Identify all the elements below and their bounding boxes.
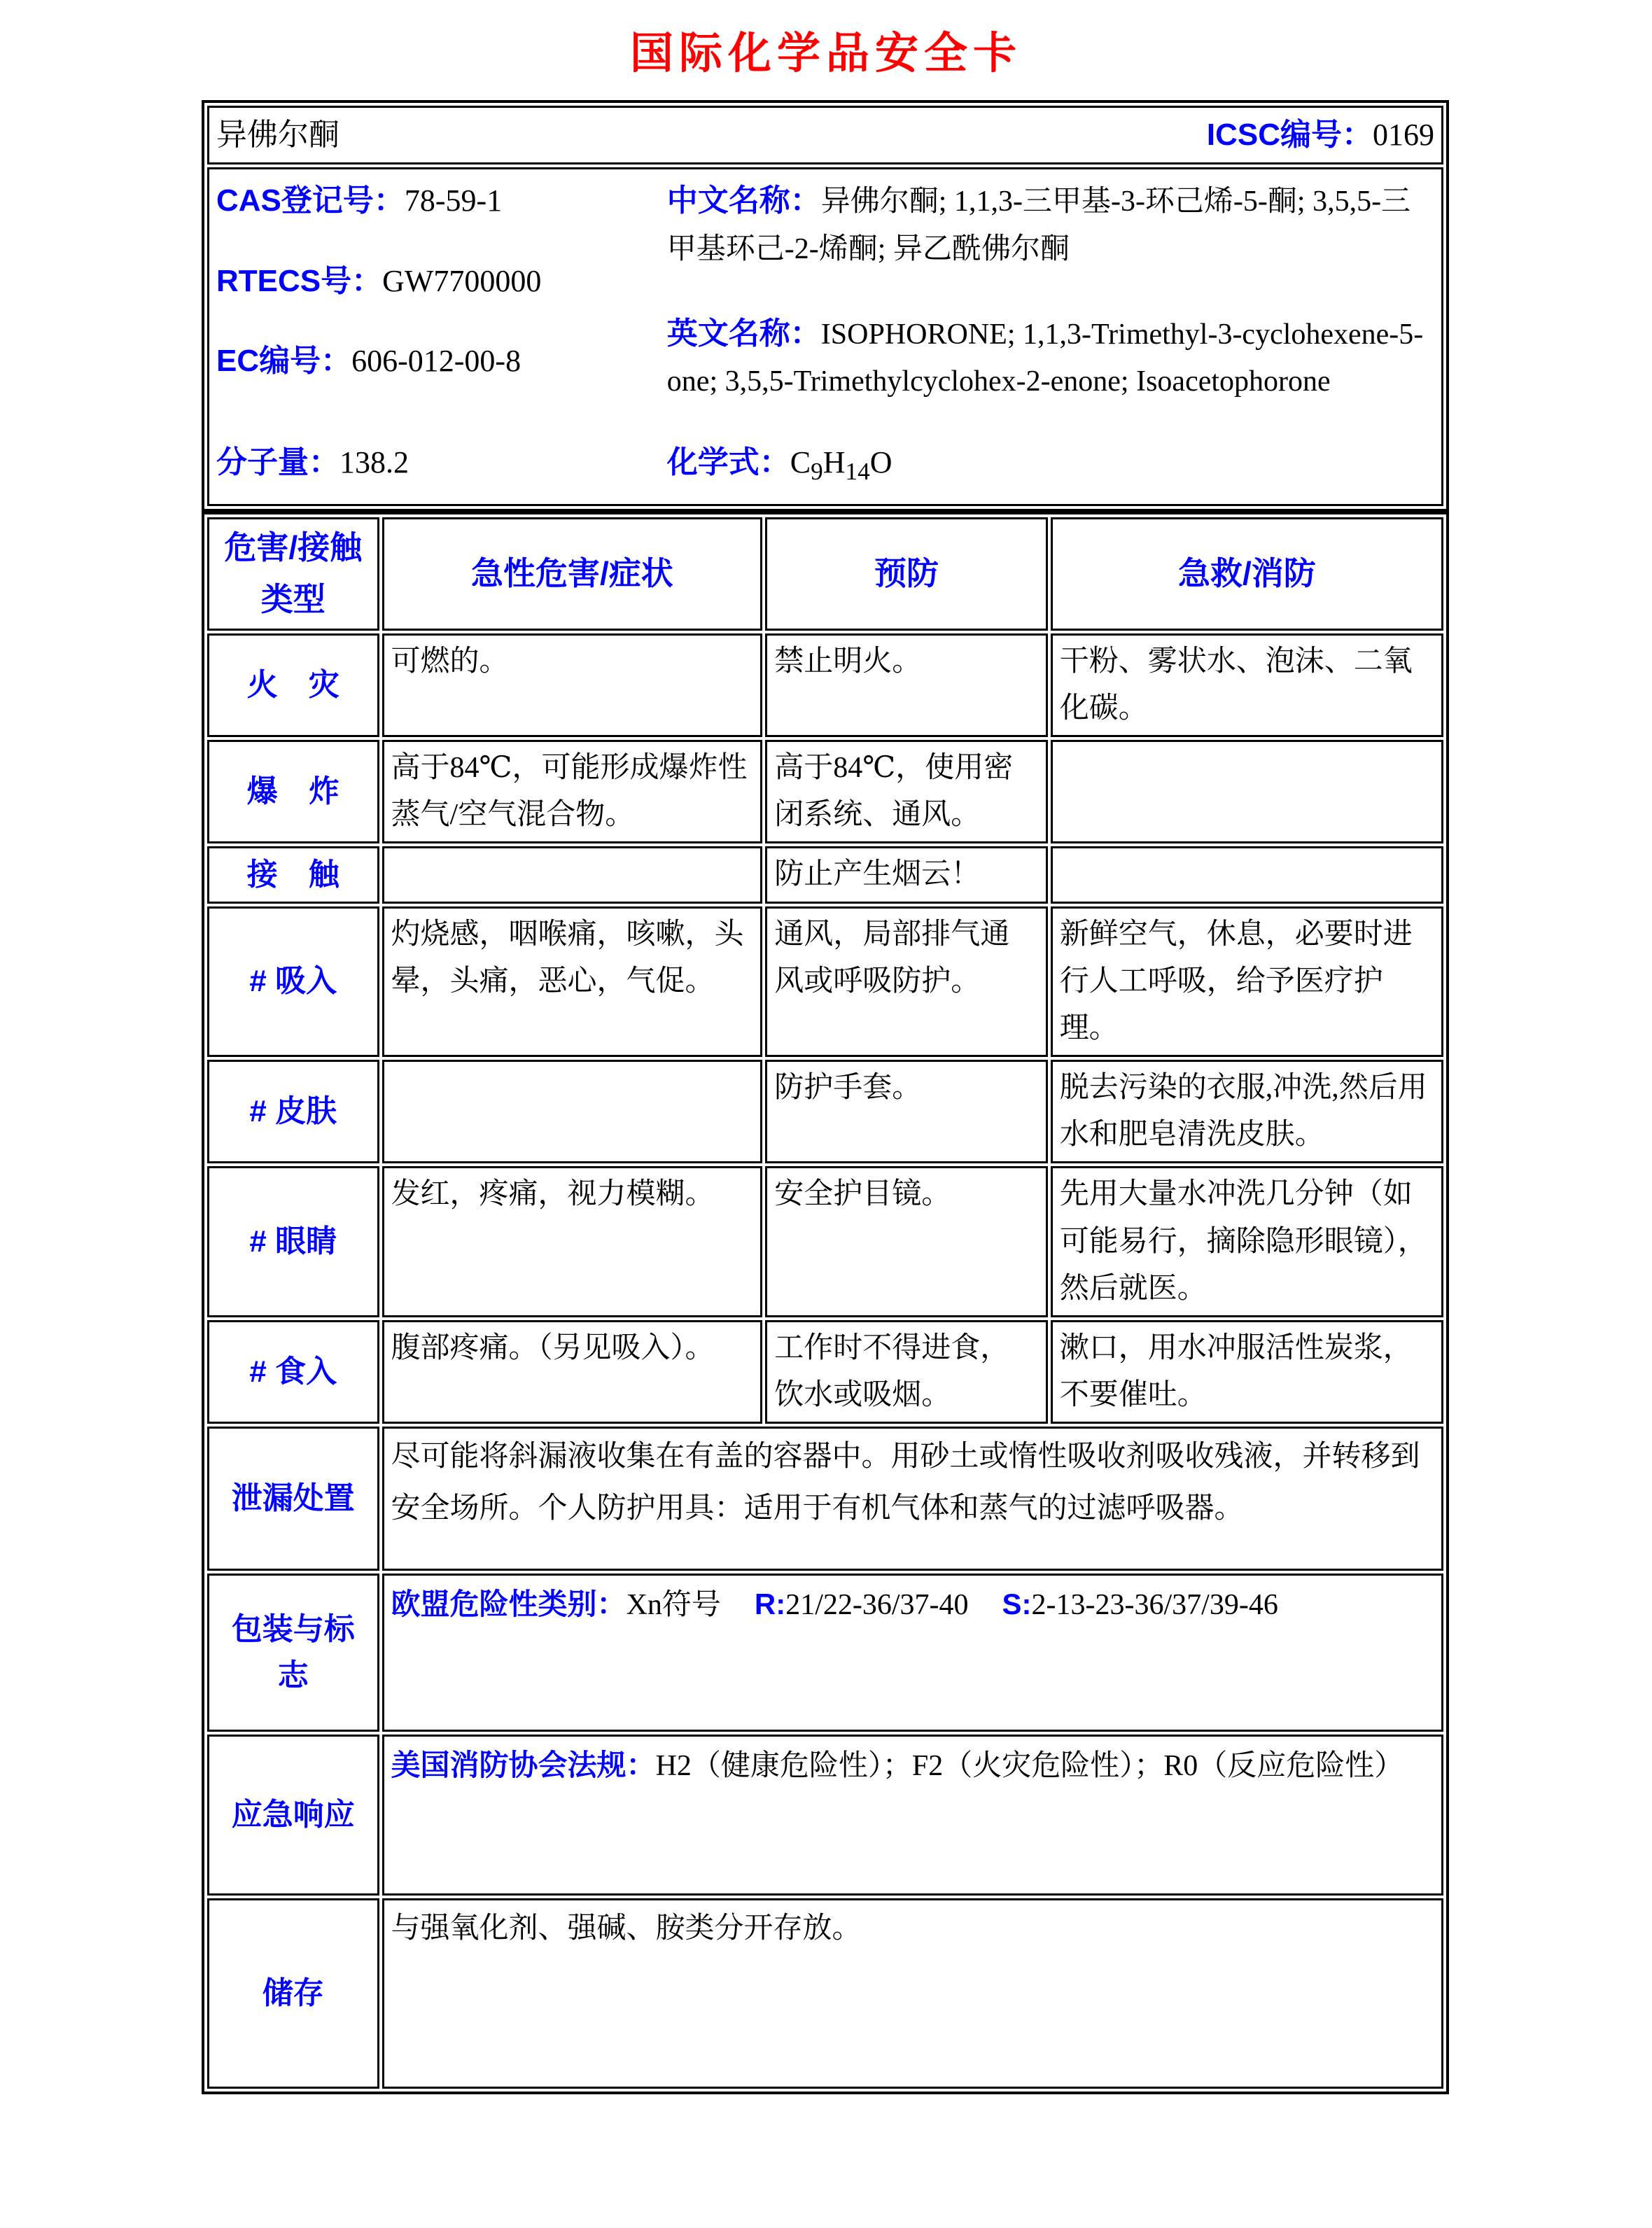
- formula-h: H: [822, 445, 846, 480]
- explosion-response-cell: [1051, 740, 1443, 843]
- identity-table: [202, 100, 1449, 512]
- eyes-symptom-cell: 发红，疼痛，视力模糊。: [382, 1166, 763, 1317]
- rtecs-number-line: [216, 257, 667, 306]
- molecular-weight-group: [216, 438, 667, 491]
- row-ingestion: [207, 1320, 1443, 1424]
- rtecs-number-value: GW7700000: [382, 263, 542, 298]
- ingestion-prevention-cell: 工作时不得进食，饮水或吸烟。: [765, 1320, 1047, 1424]
- chemical-formula-group: [667, 438, 1434, 491]
- skin-prevention-cell: 防护手套。: [765, 1060, 1047, 1163]
- packaging-labelling-label: 包装与标志: [207, 1574, 379, 1732]
- packaging-labelling-content: [382, 1574, 1443, 1732]
- fire-prevention-cell: 禁止明火。: [765, 633, 1047, 737]
- fire-response-cell: 干粉、雾状水、泡沫、二氧化碳。: [1051, 633, 1443, 737]
- english-names-label: 英文名称：: [666, 316, 821, 351]
- row-contact: [207, 846, 1443, 903]
- row-spill-disposal: [207, 1427, 1443, 1571]
- eu-hazard-class-value: Xn符号: [626, 1589, 721, 1622]
- explosion-symptom-cell: 高于84℃，可能形成爆炸性蒸气/空气混合物。: [382, 740, 763, 843]
- row-eyes: [207, 1166, 1443, 1317]
- storage-label: 储存: [207, 1898, 379, 2089]
- cas-number-value: 78-59-1: [404, 183, 503, 218]
- contact-type-label: 接 触: [207, 846, 379, 903]
- s-phrases-value: 2-13-23-36/37/39-46: [1031, 1589, 1278, 1622]
- molecular-info-line: [216, 438, 1434, 496]
- card-container: [202, 100, 1449, 2094]
- row-explosion: [207, 740, 1443, 843]
- contact-prevention-cell: 防止产生烟云！: [765, 846, 1047, 903]
- fire-symptom-cell: 可燃的。: [382, 633, 763, 737]
- skin-response-cell: 脱去污染的衣服,冲洗,然后用水和肥皂清洗皮肤。: [1051, 1060, 1443, 1163]
- eyes-response-cell: 先用大量水冲洗几分钟（如可能易行，摘除隐形眼镜），然后就医。: [1051, 1166, 1443, 1317]
- spill-disposal-label: 泄漏处置: [207, 1427, 379, 1571]
- chinese-names-label: 中文名称：: [666, 183, 821, 218]
- ingestion-response-cell: 漱口，用水冲服活性炭浆，不要催吐。: [1051, 1320, 1443, 1424]
- storage-content: 与强氧化剂、强碱、胺类分开存放。: [382, 1898, 1443, 2089]
- header-acute-symptoms: 急性危害/症状: [382, 517, 763, 630]
- r-phrases-value: 21/22-36/37-40: [785, 1589, 969, 1622]
- nfpa-code-value: H2（健康危险性）；F2（火灾危险性）；R0（反应危险性）: [655, 1750, 1404, 1783]
- contact-symptom-cell: [382, 846, 763, 903]
- formula-c-subscript: 9: [811, 458, 823, 486]
- ingestion-symptom-cell: 腹部疼痛。（另见吸入）。: [382, 1320, 763, 1424]
- chinese-names-value: 异佛尔酮; 1,1,3-三甲基-3-环己烯-5-酮; 3,5,5-三甲基环己-2-烯酮; 异乙酰佛尔酮: [666, 185, 1411, 265]
- eyes-prevention-cell: 安全护目镜。: [765, 1166, 1047, 1317]
- skin-symptom-cell: [382, 1060, 763, 1163]
- molecular-weight-value: 138.2: [340, 445, 409, 480]
- eyes-type-label: # 眼睛: [207, 1166, 379, 1317]
- spill-disposal-content: 尽可能将斜漏液收集在有盖的容器中。用砂土或惰性吸收剂吸收残液，并转移到安全场所。个人防护用具：适用于有机气体和蒸气的过滤呼吸器。: [382, 1427, 1443, 1571]
- english-names-line: [667, 309, 1434, 406]
- eu-hazard-class-label: 欧盟危险性类别：: [391, 1588, 626, 1621]
- registry-ids-block: [216, 172, 667, 416]
- emergency-response-content: [382, 1735, 1443, 1896]
- chinese-names-line: [667, 176, 1434, 273]
- nfpa-code-label: 美国消防协会法规：: [391, 1749, 656, 1782]
- cas-number-label: CAS登记号：: [216, 183, 405, 218]
- formula-h-subscript: 14: [845, 458, 870, 486]
- icsc-number-label: ICSC编号：: [1206, 118, 1373, 152]
- header-first-aid: 急救/消防: [1051, 517, 1443, 630]
- row-skin: [207, 1060, 1443, 1163]
- header-hazard-type: 危害/接触类型: [207, 517, 379, 630]
- row-emergency-response: [207, 1735, 1443, 1896]
- skin-type-label: # 皮肤: [207, 1060, 379, 1163]
- r-phrases-label: R:: [754, 1588, 786, 1621]
- inhalation-response-cell: 新鲜空气，休息，必要时进行人工呼吸，给予医疗护理。: [1051, 906, 1443, 1058]
- formula-o: O: [869, 445, 892, 480]
- s-phrases-label: S:: [1002, 1588, 1032, 1621]
- name-row-cell: [207, 106, 1443, 164]
- info-row-cell: [207, 167, 1443, 506]
- ingestion-type-label: # 食入: [207, 1320, 379, 1424]
- header-prevention: 预防: [765, 517, 1047, 630]
- row-storage: [207, 1898, 1443, 2089]
- english-names-value: ISOPHORONE; 1,1,3-Trimethyl-3-cyclohexene-5-one; 3,5,5-Trimethylcyclohex-2-enone; Isoacetophorone: [666, 318, 1424, 398]
- icsc-number-group: [1207, 111, 1434, 160]
- explosion-type-label: 爆 炸: [207, 740, 379, 843]
- ec-number-label: EC编号：: [216, 344, 352, 379]
- ec-number-line: [216, 337, 667, 386]
- chemical-formula-value: [790, 445, 892, 486]
- page-title: 国际化学品安全卡: [629, 29, 1022, 78]
- row-fire: [207, 633, 1443, 737]
- icsc-number-value: 0169: [1373, 118, 1434, 152]
- explosion-prevention-cell: 高于84℃，使用密闭系统、通风。: [765, 740, 1047, 843]
- row-packaging-labelling: [207, 1574, 1443, 1732]
- contact-response-cell: [1051, 846, 1443, 903]
- fire-type-label: 火 灾: [207, 633, 379, 737]
- hazard-header-row: [207, 517, 1443, 630]
- row-inhalation: [207, 906, 1443, 1058]
- inhalation-prevention-cell: 通风，局部排气通风或呼吸防护。: [765, 906, 1047, 1058]
- hazard-table: [202, 512, 1449, 2094]
- chemical-name-cn: 异佛尔酮: [216, 118, 340, 152]
- ec-number-value: 606-012-00-8: [351, 344, 522, 379]
- inhalation-type-label: # 吸入: [207, 906, 379, 1058]
- emergency-response-label: 应急响应: [207, 1735, 379, 1896]
- inhalation-symptom-cell: 灼烧感，咽喉痛，咳嗽，头晕，头痛，恶心，气促。: [382, 906, 763, 1058]
- molecular-weight-label: 分子量：: [216, 445, 340, 480]
- cas-number-line: [216, 176, 667, 225]
- chemical-formula-label: 化学式：: [666, 445, 790, 480]
- chemical-names-block: [667, 172, 1434, 416]
- formula-c: C: [790, 445, 811, 480]
- rtecs-number-label: RTECS号：: [216, 263, 383, 298]
